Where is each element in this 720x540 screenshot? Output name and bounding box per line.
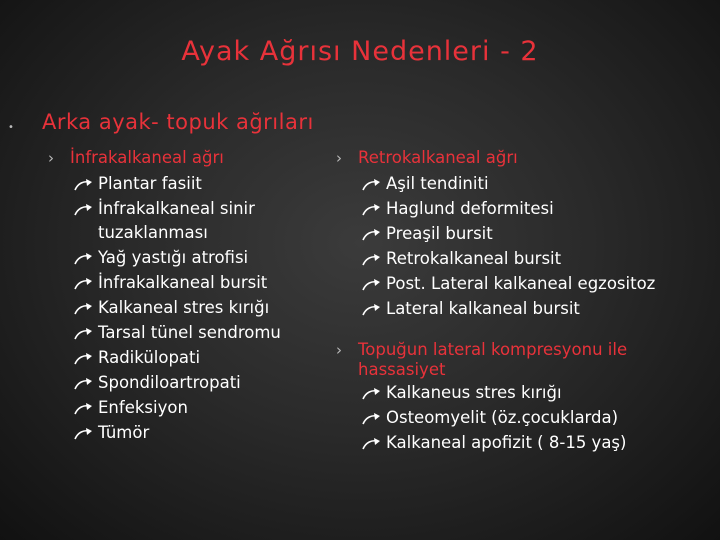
list-item bbox=[48, 270, 318, 295]
list-item bbox=[48, 345, 318, 370]
curved-arrow-icon bbox=[360, 380, 386, 405]
curved-arrow-icon bbox=[72, 295, 98, 320]
list-item-label: Kalkaneal apofizit ( 8-15 yaş) bbox=[386, 433, 627, 452]
list-item-label: Kalkaneal stres kırığı bbox=[98, 298, 270, 317]
list-item bbox=[48, 420, 318, 445]
list-item-label: Plantar fasiit bbox=[98, 174, 202, 193]
curved-arrow-icon bbox=[72, 171, 98, 196]
list-item-label: İnfrakalkaneal bursit bbox=[98, 273, 268, 292]
curved-arrow-icon bbox=[72, 270, 98, 295]
dot-icon: • bbox=[8, 122, 14, 133]
curved-arrow-icon bbox=[72, 345, 98, 370]
list-item bbox=[48, 245, 318, 270]
list-item-label: Spondiloartropati bbox=[98, 373, 241, 392]
main-heading: Arka ayak- topuk ağrıları bbox=[42, 110, 314, 134]
list-item bbox=[48, 395, 318, 420]
right-group-heading: › Topuğun lateral kompresyonu ile hassasiyet bbox=[336, 337, 706, 380]
curved-arrow-icon bbox=[360, 271, 386, 296]
curved-arrow-icon bbox=[72, 395, 98, 420]
curved-arrow-icon bbox=[360, 171, 386, 196]
curved-arrow-icon bbox=[72, 196, 98, 245]
curved-arrow-icon bbox=[360, 196, 386, 221]
curved-arrow-icon bbox=[72, 370, 98, 395]
chevron-right-icon: › bbox=[336, 341, 342, 359]
list-item bbox=[336, 196, 706, 221]
list-item-label: Tümör bbox=[98, 423, 150, 442]
slide-title: Ayak Ağrısı Nedenleri - 2 bbox=[181, 36, 539, 67]
list-item-label: İnfrakalkaneal sinir tuzaklanması bbox=[98, 199, 255, 242]
list-item-label: Lateral kalkaneal bursit bbox=[386, 299, 580, 318]
list-item-label: Post. Lateral kalkaneal egzositoz bbox=[386, 274, 656, 293]
list-item bbox=[336, 246, 706, 271]
list-item bbox=[48, 171, 318, 196]
curved-arrow-icon bbox=[360, 405, 386, 430]
left-group-heading: › İnfrakalkaneal ağrı bbox=[48, 145, 318, 171]
list-item-label: Haglund deformitesi bbox=[386, 199, 554, 218]
list-item bbox=[336, 296, 706, 321]
left-column bbox=[48, 145, 318, 445]
curved-arrow-icon bbox=[360, 246, 386, 271]
list-item bbox=[48, 320, 318, 345]
curved-arrow-icon bbox=[360, 296, 386, 321]
list-item-label: Radikülopati bbox=[98, 348, 201, 367]
curved-arrow-icon bbox=[72, 245, 98, 270]
list-item-label: Aşil tendiniti bbox=[386, 174, 489, 193]
chevron-right-icon: › bbox=[336, 149, 342, 167]
list-item bbox=[48, 196, 318, 245]
list-item-label: Retrokalkaneal bursit bbox=[386, 249, 562, 268]
list-item bbox=[48, 370, 318, 395]
curved-arrow-icon bbox=[72, 320, 98, 345]
list-item bbox=[336, 271, 706, 296]
list-item-label: Tarsal tünel sendromu bbox=[98, 323, 281, 342]
list-item bbox=[336, 430, 706, 455]
list-item bbox=[336, 405, 706, 430]
chevron-right-icon: › bbox=[48, 149, 54, 167]
list-item-label: Yağ yastığı atrofisi bbox=[98, 248, 249, 267]
curved-arrow-icon bbox=[72, 420, 98, 445]
curved-arrow-icon bbox=[360, 221, 386, 246]
list-item bbox=[336, 171, 706, 196]
list-item bbox=[48, 295, 318, 320]
list-item-label: Enfeksiyon bbox=[98, 398, 188, 417]
list-item-label: Preaşil bursit bbox=[386, 224, 493, 243]
list-item bbox=[336, 380, 706, 405]
right-group-heading: › Retrokalkaneal ağrı bbox=[336, 145, 706, 171]
list-item-label: Kalkaneus stres kırığı bbox=[386, 383, 562, 402]
list-item-label: Osteomyelit (öz.çocuklarda) bbox=[386, 408, 619, 427]
list-item bbox=[336, 221, 706, 246]
curved-arrow-icon bbox=[360, 430, 386, 455]
right-column bbox=[336, 145, 706, 455]
